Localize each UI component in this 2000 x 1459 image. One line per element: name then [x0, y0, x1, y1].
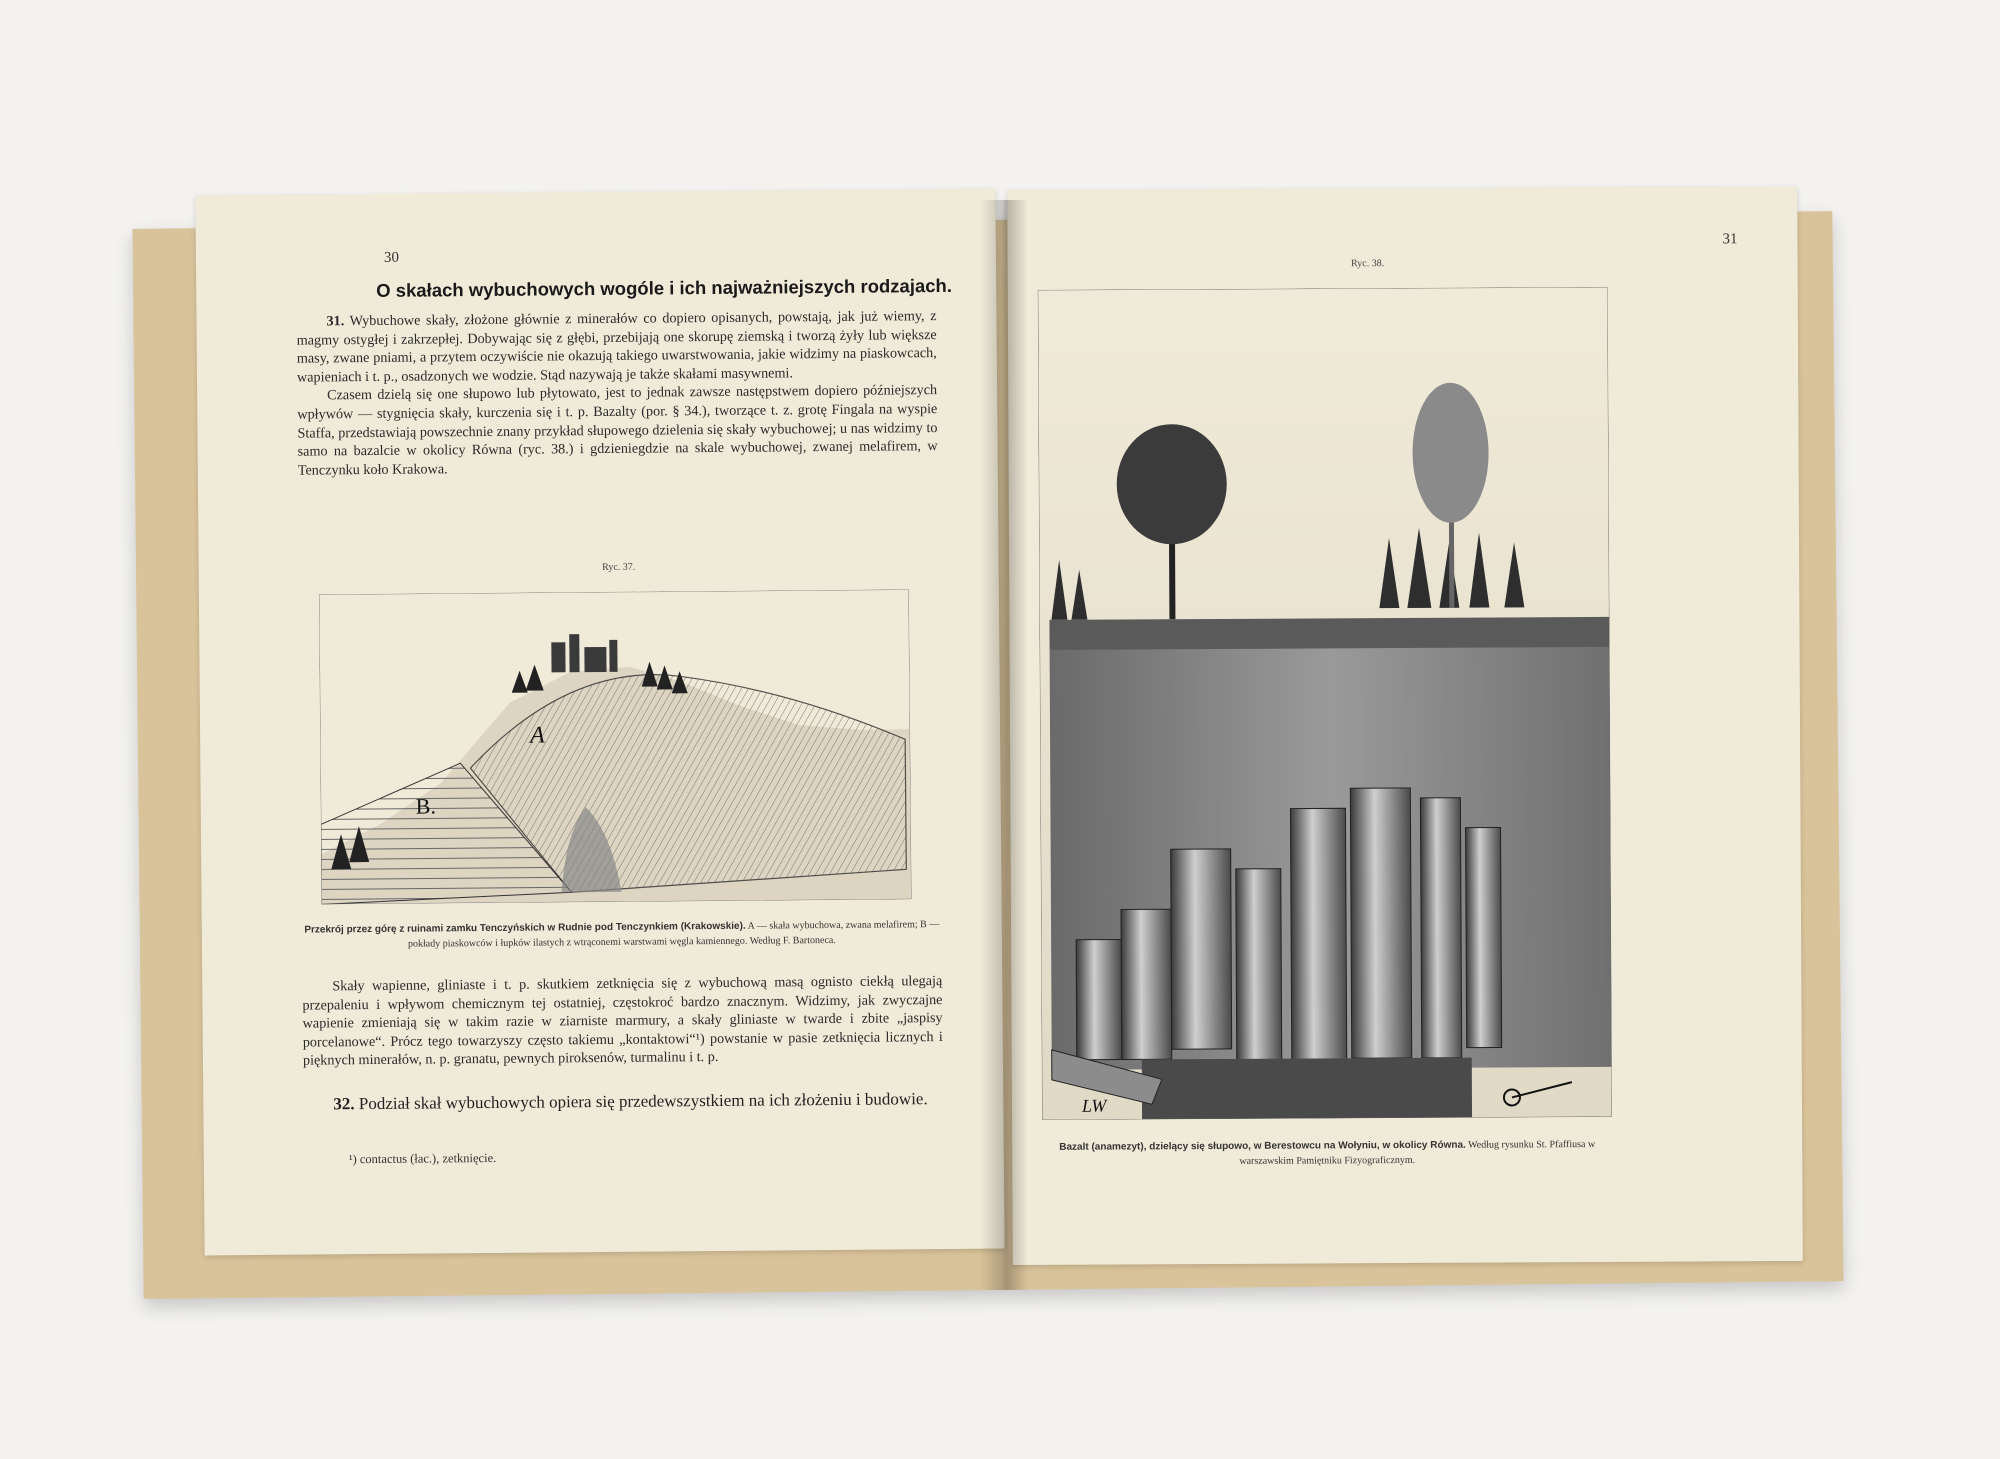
figure-37-letter-a: A [530, 722, 545, 749]
paragraph-text: Podział skał wybuchowych opiera się przedewszystkiem na ich złożeniu i budowie. [358, 1089, 928, 1114]
figure-37-letter-b: B. [415, 793, 437, 819]
section-heading: O skałach wybuchowych wogóle i ich najważniejszych rodzajach. [376, 274, 953, 301]
figure-37-caption-text: A — skała wybuchowa, zwana melafirem; B — pokłady piaskowców i łupków ilastych z wtrąconemi warstwami węgla kamiennego. Według F. Bartoneca. [407, 919, 940, 950]
footnote: ¹) contactus (łac.), zetknięcie. [348, 1150, 497, 1167]
body-text-bottom [302, 972, 943, 1071]
paragraph-third: Skały wapienne, gliniaste i t. p. skutkiem zetknięcia się z wybuchową masą ognisto ciekłą ulegają przepaleniu i wpływom chemicznym tej ostatniej, częstokroć bardzo znacznym. Widzimy, jak zwyczajne wapienie zmieniają się w takim razie w ziarniste marmury, a skały gliniaste w twarde i zbite „jaspisy porcelanowe“. Prócz tego towarzyszy często takiemu „kontaktowi“¹) powstanie w pasie zetknięcia licznych i pięknych minerałów, n. p. granatu, pewnych piroksenów, turmalinu i t. p. [302, 973, 943, 1069]
figure-37-caption-title: Przekrój przez górę z ruinami zamku Tenczyńskich w Rudnie pod Tenczynkiem (Krakowskie). [304, 920, 746, 936]
figure-37-illustration [319, 589, 912, 904]
right-page [1007, 186, 1803, 1265]
body-text-top [296, 307, 937, 480]
paragraph-31 [296, 307, 937, 387]
paragraph-32 [303, 1087, 943, 1117]
figure-37-caption [302, 917, 942, 953]
left-page [195, 189, 1004, 1256]
figure-37-label: Ryc. 37. [601, 561, 636, 573]
figure-38-signature: LW [1081, 1095, 1107, 1116]
page-number: 31 [1722, 231, 1738, 248]
paragraph-second: Czasem dzielą się one słupowo lub płytowato, jest to jednak zawsze następstwem dopiero późniejszych wpływów — stygnięcia skały, kurczenia się i t. p. Bazalty (por. § 34.), tworzące t. z. grotę Fingala na wyspie Staffa, przedstawiają powszechnie znany przykład słupowego dzielenia się skały wybuchowej; u nas widzimy to samo na bazalcie w okolicy Równa (ryc. 38.) i gdzieniegdzie na skale wybuchowej, zwanej melafirem, w Tenczynku koło Krakowa. [297, 382, 938, 479]
figure-38-illustration [1038, 287, 1612, 1120]
paragraph-number: 31. [326, 313, 345, 330]
page-number: 30 [383, 249, 400, 266]
book-spine [980, 200, 1028, 1290]
paragraph-text: Wybuchowe skały, złożone głównie z minerałów co dopiero opisanych, powstają, jak już wiemy, z magmy ostygłej i zakrzepłej. Dobywając się z głębi, przebijają one skorupę ziemską i tworzą żyły lub większe masy, zwane pniami, a przytem oczywiście nie okazują takiego uwarstwowania, jakie widzimy na piaskowcach, wapieniach i t. p., osadzonych we wodzie. Stąd nazywają je także skałami masywnemi. [296, 308, 937, 386]
paragraph-number: 32. [333, 1094, 355, 1114]
figure-38-label: Ryc. 38. [1350, 258, 1385, 270]
figure-38-caption-text: Według rysunku St. Pfaffiusa w warszawskim Pamiętniku Fizyograficznym. [1239, 1139, 1596, 1167]
figure-38-caption [1032, 1137, 1622, 1170]
figure-38-caption-title: Bazalt (anamezyt), dzielący się słupowo, w Berestowcu na Wołyniu, w okolicy Równa. [1059, 1139, 1466, 1153]
